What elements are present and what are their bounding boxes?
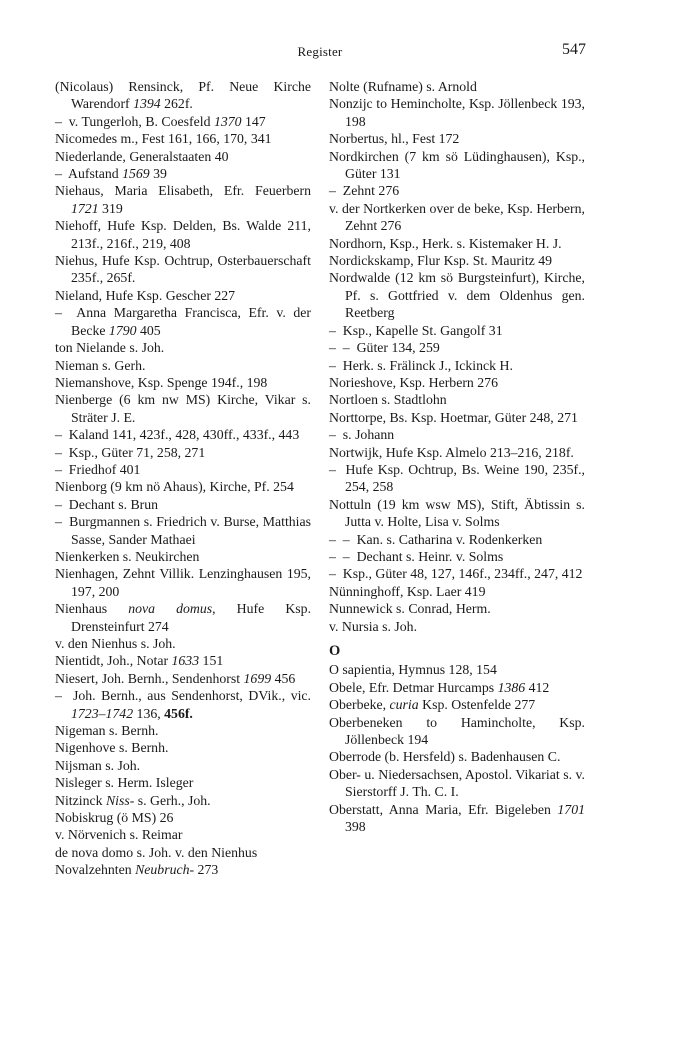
index-entry: Nienborg (9 km nö Ahaus), Kirche, Pf. 254: [55, 479, 294, 495]
index-entry: v. Nörvenich s. Reimar: [55, 827, 183, 843]
index-entry: Nottuln (19 km wsw MS), Stift, Äbtissin s. Jutta v. Holte, Lisa v. Solms: [329, 496, 585, 530]
index-entry: – Ksp., Kapelle St. Gangolf 31: [329, 322, 503, 338]
index-entry: Nitzinck Niss- s. Gerh., Joh.: [55, 792, 211, 808]
index-entry: O sapientia, Hymnus 128, 154: [329, 662, 497, 678]
page-number: 547: [562, 41, 586, 58]
index-entry: Nolte (Rufname) s. Arnold: [329, 79, 477, 94]
index-entry: Nünninghoff, Ksp. Laer 419: [329, 583, 486, 599]
index-entry: ton Nielande s. Joh.: [55, 340, 165, 356]
index-entry: Norttorpe, Bs. Ksp. Hoetmar, Güter 248, 271: [329, 409, 578, 425]
index-entry: Niesert, Joh. Bernh., Sendenhorst 1699 456: [55, 670, 296, 686]
index-entry: Nienhaus nova domus, Hufe Ksp. Drensteinfurt 274: [55, 601, 312, 634]
index-entry: – – Dechant s. Heinr. v. Solms: [329, 548, 504, 564]
index-entry: Norbertus, hl., Fest 172: [329, 131, 460, 147]
running-head: Register: [297, 44, 343, 59]
index-entry: – Ksp., Güter 48, 127, 146f., 234ff., 247, 412: [329, 566, 583, 582]
index-entry: v. den Nienhus s. Joh.: [55, 636, 176, 651]
index-entry: – Aufstand 1569 39: [55, 166, 167, 182]
index-entry: – Kaland 141, 423f., 428, 430ff., 433f., 443: [55, 427, 300, 443]
index-entry: Nienhagen, Zehnt Villik. Lenzinghausen 195, 197, 200: [55, 566, 311, 599]
index-entry: Nordickskamp, Flur Ksp. St. Mauritz 49: [329, 253, 553, 269]
index-entry: Nicomedes m., Fest 161, 166, 170, 341: [55, 131, 272, 147]
index-entry: v. der Nortkerken over de beke, Ksp. Herbern, Zehnt 276: [329, 200, 585, 234]
index-entry: Nienkerken s. Neukirchen: [55, 548, 200, 564]
index-entry: Nonzijc to Hemincholte, Ksp. Jöllenbeck 193, 198: [329, 96, 585, 129]
index-entry: – s. Johann: [329, 427, 395, 443]
index-entry: Nobiskrug (ö MS) 26: [55, 810, 174, 826]
index-entry: Oberbeneken to Hamincholte, Ksp. Jöllenbeck 194: [329, 714, 585, 748]
index-entry: Nisleger s. Herm. Isleger: [55, 775, 194, 791]
index-entry: Niemanshove, Ksp. Spenge 194f., 198: [55, 374, 268, 390]
index-entry: Novalzehnten Neubruch- 273: [55, 862, 219, 878]
index-entry: Nortwijk, Hufe Ksp. Almelo 213–216, 218f.: [329, 444, 574, 460]
index-entry: Nortloen s. Stadtlohn: [329, 392, 447, 408]
section-letter: O: [329, 643, 341, 659]
index-entry: Oberbeke, curia Ksp. Ostenfelde 277: [329, 697, 536, 713]
index-entry: Nieland, Hufe Ksp. Gescher 227: [55, 287, 236, 303]
index-entry: Oberstatt, Anna Maria, Efr. Bigeleben 1701 398: [329, 801, 585, 835]
index-entry: Nordhorn, Ksp., Herk. s. Kistemaker H. J.: [329, 235, 562, 251]
index-entry: Nordwalde (12 km sö Burgsteinfurt), Kirche, Pf. s. Gottfried v. dem Oldenhus gen. Reetberg: [329, 270, 585, 321]
index-entry: – Burgmannen s. Friedrich v. Burse, Matthias Sasse, Sander Mathaei: [55, 514, 311, 547]
index-entry: Nienberge (6 km nw MS) Kirche, Vikar s. Sträter J. E.: [55, 392, 311, 425]
index-entry: – Ksp., Güter 71, 258, 271: [55, 444, 206, 460]
index-column-right: [329, 78, 585, 835]
index-entry: Nigeman s. Bernh.: [55, 723, 159, 739]
index-entry: – Friedhof 401: [55, 461, 141, 477]
index-entry: – Zehnt 276: [329, 183, 400, 199]
index-entry: – – Kan. s. Catharina v. Rodenkerken: [329, 531, 543, 547]
index-entry: Niehus, Hufe Ksp. Ochtrup, Osterbauerschaft 235f., 265f.: [55, 253, 311, 286]
index-entry: Ober- u. Niedersachsen, Apostol. Vikariat s. v. Sierstorff J. Th. C. I.: [329, 766, 585, 800]
index-entry: – Hufe Ksp. Ochtrup, Bs. Weine 190, 235f., 254, 258: [329, 461, 585, 495]
index-entry: Nijsman s. Joh.: [55, 757, 141, 773]
index-entry: Nieman s. Gerh.: [55, 357, 146, 373]
index-entry: de nova domo s. Joh. v. den Nienhus: [55, 844, 258, 860]
index-entry: Norieshove, Ksp. Herbern 276: [329, 374, 498, 390]
index-entry: – Dechant s. Brun: [55, 496, 159, 512]
index-entry: Niederlande, Generalstaaten 40: [55, 148, 229, 164]
index-entry: v. Nursia s. Joh.: [329, 618, 418, 634]
index-entry: Oberrode (b. Hersfeld) s. Badenhausen C.: [329, 749, 561, 765]
index-entry: – – Güter 134, 259: [329, 340, 440, 356]
index-entry: Nientidt, Joh., Notar 1633 151: [55, 653, 224, 669]
index-entry: (Nicolaus) Rensinck, Pf. Neue Kirche Warendorf 1394 262f.: [55, 79, 311, 112]
index-entry: – v. Tungerloh, B. Coesfeld 1370 147: [55, 113, 266, 129]
index-entry: – Joh. Bernh., aus Sendenhorst, DVik., vic. 1723–1742 136, 456f.: [55, 688, 311, 721]
index-entry: – Herk. s. Frälinck J., Ickinck H.: [329, 357, 513, 373]
index-entry: Niehaus, Maria Elisabeth, Efr. Feuerbern 1721 319: [55, 183, 311, 216]
index-entry: Nunnewick s. Conrad, Herm.: [329, 601, 491, 617]
index-entry: Obele, Efr. Detmar Hurcamps 1386 412: [329, 679, 550, 695]
index-entry: Nigenhove s. Bernh.: [55, 740, 169, 756]
index-entry: Niehoff, Hufe Ksp. Delden, Bs. Walde 211, 213f., 216f., 219, 408: [55, 218, 311, 251]
index-entry: Nordkirchen (7 km sö Lüdinghausen), Ksp., Güter 131: [329, 148, 585, 182]
index-entry: – Anna Margaretha Francisca, Efr. v. der Becke 1790 405: [55, 305, 311, 338]
index-column-left: [55, 78, 311, 879]
